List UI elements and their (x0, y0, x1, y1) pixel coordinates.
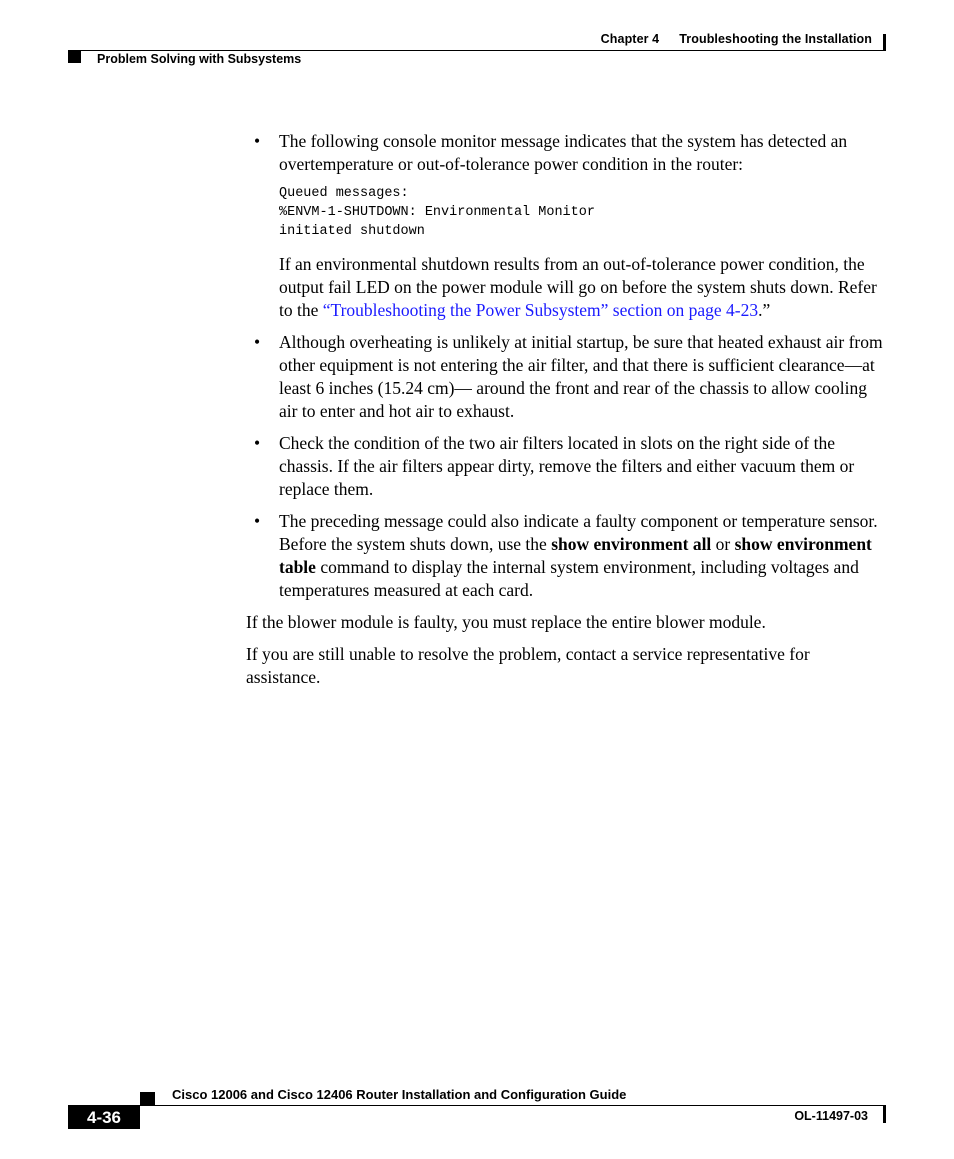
followup-suffix: .” (758, 300, 771, 320)
running-header-section: Problem Solving with Subsystems (97, 52, 302, 66)
bullet-text: Check the condition of the two air filters located in slots on the right side of the chassis. If the air filters appear dirty, remove the filters and either vacuum them or replace them. (279, 433, 855, 499)
chapter-title: Troubleshooting the Installation (679, 32, 872, 46)
header-block-marker (68, 50, 81, 63)
page-body (246, 130, 886, 698)
footer-rule (68, 1105, 886, 1106)
bullet-text: Although overheating is unlikely at initial startup, be sure that heated exhaust air from other equipment is not entering the air filter, and that there is sufficient clearance—at least 6 inches (15.24 cm)— around the front and rear of the chassis to allow cooling air to enter and hot air to exhaust. (279, 332, 883, 421)
chapter-label: Chapter 4 (600, 32, 660, 46)
bullet-glyph: • (254, 131, 261, 151)
page-number: 4-36 (68, 1106, 140, 1129)
text-run: or (711, 534, 735, 554)
list-item (246, 510, 886, 602)
bullet-text: The following console monitor message indicates that the system has detected an overtemperature or out-of-tolerance power condition in the router: (279, 131, 848, 174)
bullet-glyph: • (254, 433, 261, 453)
footer-block-marker (140, 1092, 155, 1105)
bullet-followup-text (279, 253, 886, 322)
list-item (246, 130, 886, 322)
header-vertical-bar (883, 34, 886, 51)
paragraph-contact: If you are still unable to resolve the problem, contact a service representative for assistance. (246, 644, 810, 687)
console-message-code: Queued messages: %ENVM-1-SHUTDOWN: Environmental Monitor initiated shutdown (279, 186, 595, 239)
list-item (246, 432, 886, 501)
footer-vertical-bar (883, 1106, 886, 1123)
command-show-environment-all: show environment all (551, 534, 712, 554)
text-run: The preceding message could also indicate a faulty component or temperature sensor. Before the system shuts down, use the (279, 511, 878, 554)
bullet-text (279, 510, 886, 602)
running-header-chapter (601, 32, 872, 46)
list-item (246, 331, 886, 423)
command-show-environment-table: show environment table (279, 534, 872, 577)
document-number: OL-11497-03 (794, 1109, 868, 1123)
cross-reference-link[interactable]: “Troubleshooting the Power Subsystem” section on page 4-23 (322, 300, 759, 320)
bullet-glyph: • (254, 511, 261, 531)
text-run: command to display the internal system environment, including voltages and temperatures measured at each card. (279, 557, 859, 600)
paragraph-blower: If the blower module is faulty, you must replace the entire blower module. (246, 612, 766, 632)
footer-guide-title: Cisco 12006 and Cisco 12406 Router Installation and Configuration Guide (172, 1087, 627, 1102)
followup-text: If an environmental shutdown results from an out-of-tolerance power condition, the output fail LED on the power module will go on before the system shuts down. Refer to the (279, 254, 877, 320)
header-rule (68, 50, 886, 51)
bullet-glyph: • (254, 332, 261, 352)
